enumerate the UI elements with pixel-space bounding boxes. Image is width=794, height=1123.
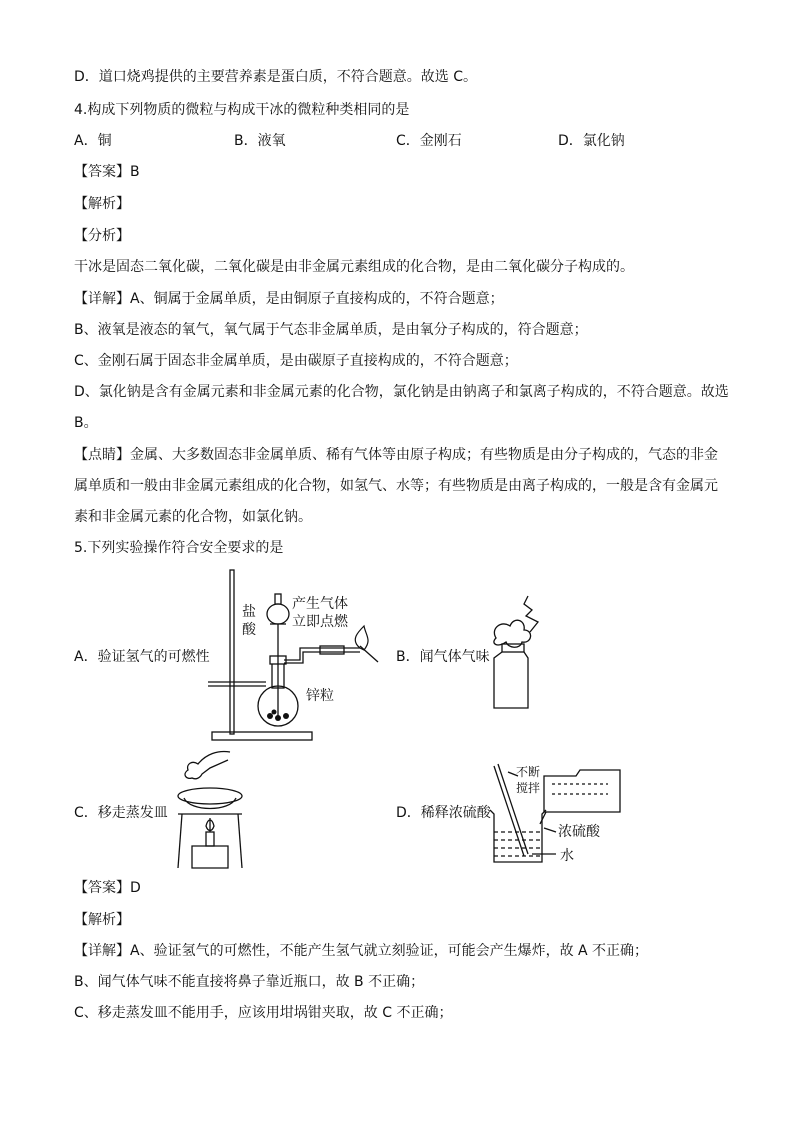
q5-option-d: D．稀释浓硫酸 (396, 805, 491, 821)
q4-analysis-tag: 【解析】 (74, 196, 130, 212)
q4-detail-d2: B。 (74, 415, 98, 431)
figure-evaporating-dish (170, 748, 280, 874)
q4-detail-d1: D、氯化钠是含有金属元素和非金属元素的化合物，氯化钠是由钠离子和氯离子构成的，不符合题意。故选 (74, 384, 729, 400)
q4-option-c: C．金刚石 (396, 133, 462, 149)
label-stir-2: 搅拌 (516, 781, 541, 795)
detail-tag: 【详解】 (74, 943, 130, 959)
label-water: 水 (560, 848, 574, 864)
tip-text-1: 金属、大多数固态非金属单质、稀有气体等由原子构成；有些物质是由分子构成的，气态的非金 (130, 447, 718, 463)
label-stir-1: 不断 (516, 765, 541, 779)
answer-tag: 【答案】 (74, 164, 130, 180)
label-gas-2: 立即点燃 (292, 614, 348, 630)
q4-option-b: B．液氧 (234, 133, 286, 149)
q5-analysis-tag: 【解析】 (74, 912, 130, 928)
figure-smelling-gas (480, 592, 560, 714)
q5-answer (74, 879, 141, 897)
question-5-stem: 5.下列实验操作符合安全要求的是 (74, 540, 284, 556)
q4-detail-a (74, 290, 504, 308)
q4-tip-3: 素和非金属元素的化合物，如氯化钠。 (74, 509, 312, 525)
q4-detail-b: B、液氧是液态的氧气，氧气属于气态非金属单质，是由氧分子构成的，符合题意； (74, 322, 588, 338)
q4-answer (74, 163, 140, 181)
label-zinc: 锌粒 (306, 688, 334, 704)
answer-tag: 【答案】 (74, 880, 130, 896)
label-acid-2: 酸 (242, 622, 256, 638)
q5-detail-c: C、移走蒸发皿不能用手，应该用坩埚钳夹取，故 C 不正确； (74, 1005, 453, 1021)
q4-option-a: A．铜 (74, 133, 112, 149)
q4-fenxi-text: 干冰是固态二氧化碳，二氧化碳是由非金属元素组成的化合物，是由二氧化碳分子构成的。 (74, 259, 634, 275)
q4-tip-2: 属单质和一般由非金属元素组成的化合物，如氢气、水等；有些物质是由离子构成的，一般是含有金属元 (74, 478, 718, 494)
figure-dilute-acid (480, 760, 630, 868)
q5-option-a: A．验证氢气的可燃性 (74, 649, 210, 665)
figure-hydrogen-apparatus (200, 566, 390, 746)
question-4-stem: 4.构成下列物质的微粒与构成干冰的微粒种类相同的是 (74, 102, 410, 118)
prev-answer-line: D．道口烧鸡提供的主要营养素是蛋白质，不符合题意。故选 C。 (74, 69, 478, 85)
q5-option-b: B．闻气体气味 (396, 649, 490, 665)
label-conc-acid: 浓硫酸 (558, 824, 600, 840)
q5-option-c: C．移走蒸发皿 (74, 805, 168, 821)
q4-fenxi-tag: 【分析】 (74, 228, 130, 244)
q5-detail-a (74, 942, 648, 960)
answer-value: D (130, 880, 141, 896)
label-acid-1: 盐 (242, 604, 256, 620)
q5-detail-b: B、闻气体气味不能直接将鼻子靠近瓶口，故 B 不正确； (74, 974, 425, 990)
q4-option-d: D．氯化钠 (558, 133, 625, 149)
detail-a-text: A、铜属于金属单质，是由铜原子直接构成的，不符合题意； (130, 291, 504, 307)
tip-tag: 【点睛】 (74, 447, 130, 463)
q4-detail-c: C、金刚石属于固态非金属单质，是由碳原子直接构成的，不符合题意； (74, 353, 518, 369)
label-gas-1: 产生气体 (292, 596, 348, 612)
detail-tag: 【详解】 (74, 291, 130, 307)
detail-a-text: A、验证氢气的可燃性，不能产生氢气就立刻验证，可能会产生爆炸，故 A 不正确； (130, 943, 649, 959)
q4-tip-1 (74, 446, 718, 464)
answer-value: B (130, 164, 140, 180)
